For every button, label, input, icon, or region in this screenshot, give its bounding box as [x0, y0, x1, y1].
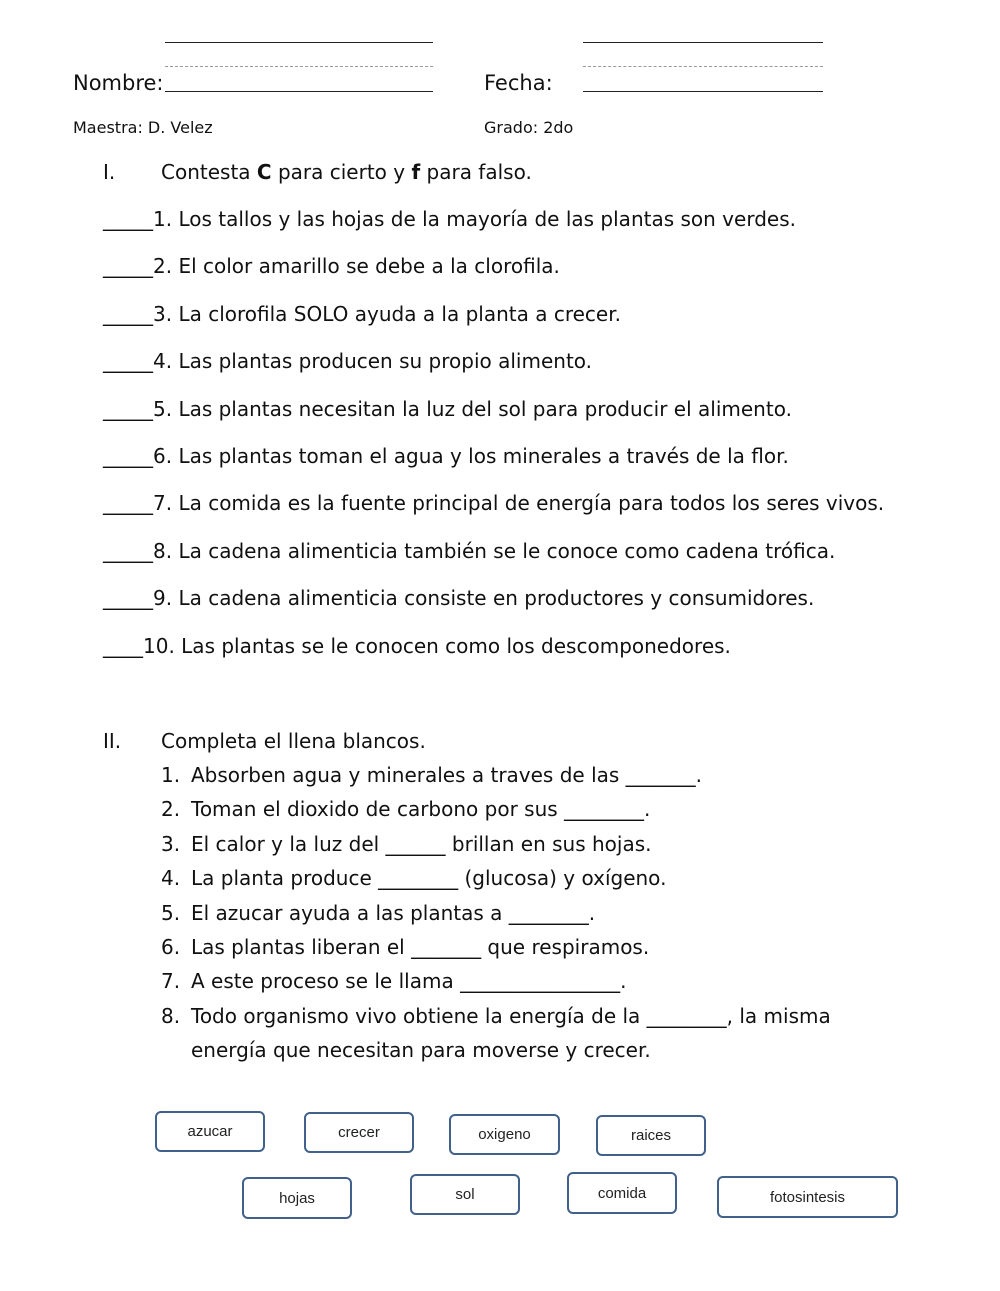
- tf-item: [103, 397, 792, 421]
- word-card-comida[interactable]: comida: [567, 1172, 677, 1214]
- name-guide-top-line: [165, 42, 433, 43]
- tf-item: [103, 539, 835, 563]
- fill-item-8-continuation: energía que necesitan para moverse y crecer.: [191, 1038, 651, 1062]
- fill-item-number: 5.: [161, 900, 181, 925]
- tf-item: [103, 349, 592, 373]
- answer-blank[interactable]: _____: [103, 491, 153, 516]
- statement-text: 8. La cadena alimenticia también se le conoce como cadena trófica.: [153, 538, 836, 563]
- fill-item-text: El azucar ayuda a las plantas a ________.: [191, 900, 596, 925]
- fill-item-number: 8.: [161, 1003, 181, 1028]
- fill-item-number: 4.: [161, 866, 181, 891]
- fill-item-text: La planta produce ________ (glucosa) y oxígeno.: [191, 866, 667, 891]
- instruction-f-letter: f: [411, 160, 421, 184]
- fill-item-number: 2.: [161, 797, 181, 822]
- answer-blank[interactable]: _____: [103, 301, 153, 326]
- statement-text: 6. Las plantas toman el agua y los minerales a través de la flor.: [153, 444, 789, 468]
- fill-item-number: 7.: [161, 969, 181, 994]
- fill-item-text: Las plantas liberan el _______ que respiramos.: [191, 935, 650, 959]
- fill-item-number: 6.: [161, 935, 181, 959]
- word-card-sol[interactable]: sol: [410, 1174, 520, 1215]
- instruction-text-c: para falso.: [420, 160, 532, 184]
- grade-label: Grado: 2do: [484, 118, 574, 137]
- date-guide-dashed-line: [583, 66, 823, 67]
- part1-instruction: [161, 160, 532, 184]
- tf-item: [103, 302, 621, 326]
- statement-text: 2. El color amarillo se debe a la clorofila.: [153, 254, 560, 279]
- word-card-raices[interactable]: raices: [596, 1115, 706, 1156]
- date-field[interactable]: [583, 91, 823, 92]
- tf-item: [103, 491, 884, 515]
- date-guide-top-line: [583, 42, 823, 43]
- statement-text: 4. Las plantas producen su propio alimento.: [153, 349, 593, 374]
- answer-blank[interactable]: _____: [103, 586, 153, 611]
- date-label: Fecha:: [484, 71, 553, 95]
- answer-blank[interactable]: ____: [103, 633, 143, 658]
- tf-item: [103, 207, 796, 231]
- part1-numeral: I.: [103, 160, 116, 184]
- name-guide-dashed-line: [165, 66, 433, 67]
- instruction-text-a: Contesta: [161, 160, 257, 184]
- word-card-hojas[interactable]: hojas: [242, 1177, 352, 1219]
- tf-item: [103, 586, 814, 610]
- answer-blank[interactable]: _____: [103, 396, 153, 421]
- statement-text: 5. Las plantas necesitan la luz del sol para producir el alimento.: [153, 396, 792, 421]
- word-card-crecer[interactable]: crecer: [304, 1112, 414, 1153]
- statement-text: 3. La clorofila SOLO ayuda a la planta a crecer.: [153, 301, 621, 326]
- statement-text: 9. La cadena alimenticia consiste en productores y consumidores.: [153, 586, 815, 611]
- fill-item-text: Absorben agua y minerales a traves de las _______.: [191, 763, 703, 787]
- word-card-azucar[interactable]: azucar: [155, 1111, 265, 1152]
- statement-text: 10. Las plantas se le conocen como los descomponedores.: [143, 633, 731, 658]
- fill-item-number: 3.: [161, 831, 181, 856]
- fill-item-number: 1.: [161, 763, 181, 787]
- answer-blank[interactable]: _____: [103, 349, 153, 374]
- teacher-label: Maestra: D. Velez: [73, 118, 213, 137]
- answer-blank[interactable]: _____: [103, 538, 153, 563]
- answer-blank[interactable]: _____: [103, 254, 153, 279]
- answer-blank[interactable]: _____: [103, 444, 153, 468]
- name-label: Nombre:: [73, 71, 164, 95]
- tf-item: [103, 444, 789, 468]
- word-card-fotosintesis[interactable]: fotosintesis: [717, 1176, 898, 1218]
- fill-item-text: El calor y la luz del ______ brillan en sus hojas.: [191, 831, 652, 856]
- tf-item: [103, 634, 731, 658]
- part2-instruction: Completa el llena blancos.: [161, 729, 426, 753]
- fill-item-text: Toman el dioxido de carbono por sus ________.: [191, 797, 651, 822]
- answer-blank[interactable]: _____: [103, 207, 153, 231]
- tf-item: [103, 254, 560, 278]
- statement-text: 1. Los tallos y las hojas de la mayoría de las plantas son verdes.: [153, 207, 796, 231]
- fill-item-text: Todo organismo vivo obtiene la energía de la ________, la misma: [191, 1003, 831, 1028]
- statement-text: 7. La comida es la fuente principal de energía para todos los seres vivos.: [153, 491, 885, 516]
- name-field[interactable]: [165, 91, 433, 92]
- word-card-oxigeno[interactable]: oxigeno: [449, 1114, 560, 1155]
- instruction-text-b: para cierto y: [271, 160, 412, 184]
- part2-numeral: II.: [103, 729, 122, 753]
- instruction-c-letter: C: [256, 160, 272, 184]
- fill-item-text: A este proceso se le llama ________________.: [191, 969, 627, 994]
